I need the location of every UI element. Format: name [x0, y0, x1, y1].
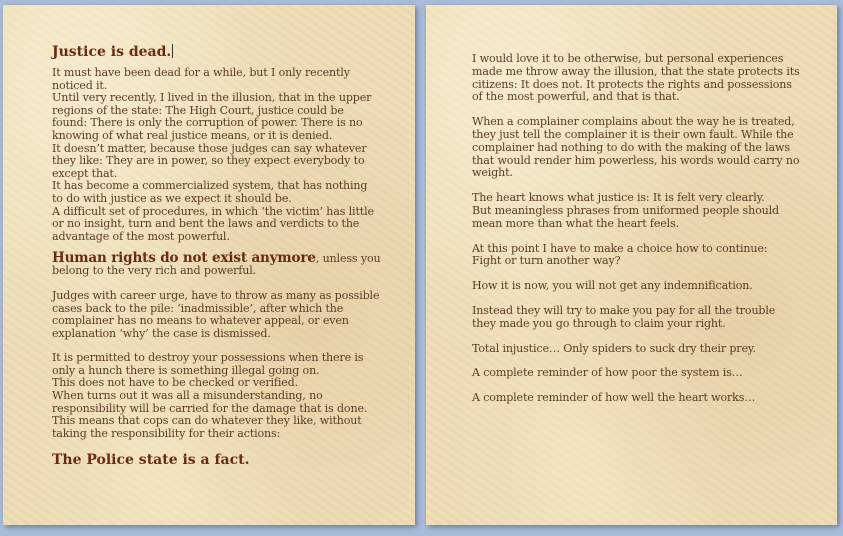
- text-line: When turns out it was all a misunderstanding, no: [52, 389, 323, 403]
- page-right-text: [472, 53, 807, 405]
- text-line: Total injustice… Only spiders to suck dry their prey.: [472, 341, 756, 355]
- text-line: This means that cops can do whatever they like, without: [52, 414, 362, 428]
- text-line: weight.: [472, 166, 513, 180]
- text-line: regions of the state: The High Court, justice could be: [52, 103, 344, 117]
- text-line: But meaningless phrases from uniformed people should: [472, 203, 779, 217]
- document-page-right: [426, 5, 837, 525]
- right-paragraph: [472, 53, 807, 104]
- text-line: It doesn’t matter, because those judges can say whatever: [52, 141, 367, 155]
- text-line: A complete reminder of how well the heart works…: [472, 391, 756, 405]
- text-line: they like: They are in power, so they expect everybody to: [52, 154, 365, 168]
- text-line: Instead they will try to make you pay for all the trouble: [472, 303, 776, 317]
- text-line: of the most powerful, and that is that.: [472, 90, 680, 104]
- text-line: only a hunch there is something illegal going on.: [52, 363, 320, 377]
- text-line: A complete reminder of how poor the system is…: [472, 366, 743, 380]
- right-paragraph: [472, 343, 807, 356]
- intro-paragraph: [52, 67, 382, 243]
- text-line: It has become a commercialized system, that has nothing: [52, 179, 368, 193]
- text-line: or no insight, turn and bent the laws and verdicts to the: [52, 217, 360, 231]
- police-state-heading: The Police state is a fact.: [52, 452, 250, 469]
- text-line: explanation ‘why’ the case is dismissed.: [52, 326, 271, 340]
- human-rights-heading: Human rights do not exist anymore: [52, 250, 316, 267]
- human-rights-line-2: belong to the very rich and powerful.: [52, 264, 256, 278]
- text-line: knowing of what real justice means, or it is denied.: [52, 128, 333, 142]
- heading-justice-is-dead: Justice is dead.: [52, 44, 172, 60]
- right-paragraph: [472, 116, 807, 180]
- text-line: It must have been dead for a while, but I only recently: [52, 66, 350, 79]
- text-line: made me throw away the illusion, that the state protects its: [472, 64, 800, 78]
- text-line: At this point I have to make a choice how to continue:: [472, 241, 768, 255]
- text-line: complainer had nothing to do with the making of the laws: [472, 140, 790, 154]
- text-line: Fight or turn another way?: [472, 254, 621, 268]
- text-line: When a complainer complains about the way he is treated,: [472, 115, 795, 129]
- page-left-text: [52, 43, 382, 469]
- right-paragraph: [472, 192, 807, 230]
- document-page-left: [3, 5, 415, 525]
- text-line: This does not have to be checked or verified.: [52, 376, 299, 390]
- text-line: noticed it.: [52, 78, 108, 92]
- text-line: that would render him powerless, his words would carry no: [472, 153, 800, 167]
- text-line: responsibility will be carried for the damage that is done.: [52, 401, 368, 415]
- text-line: complainer has no means to whatever appeal, or even: [52, 314, 349, 328]
- judges-paragraph: [52, 290, 382, 340]
- text-line: I would love it to be otherwise, but personal experiences: [472, 52, 784, 65]
- right-paragraph: [472, 367, 807, 380]
- right-paragraph: [472, 280, 807, 293]
- text-cursor: [172, 44, 173, 58]
- text-line: taking the responsibility for their actions:: [52, 426, 281, 440]
- text-line: cases back to the pile: ‘inadmissible’, after which the: [52, 301, 344, 315]
- text-line: How it is now, you will not get any indemnification.: [472, 279, 753, 293]
- right-paragraph: [472, 305, 807, 331]
- right-paragraph: [472, 392, 807, 405]
- text-line: they made you go through to claim your right.: [472, 316, 726, 330]
- text-line: A difficult set of procedures, in which ‘the victim’ has little: [52, 204, 374, 218]
- text-line: they just tell the complainer it is their own fault. While the: [472, 127, 794, 141]
- human-rights-paragraph: Human rights do not exist anymore, unless you: [52, 250, 381, 267]
- text-line: Until very recently, I lived in the illusion, that in the upper: [52, 91, 372, 105]
- text-line: mean more than what the heart feels.: [472, 216, 680, 230]
- permitted-paragraph: [52, 352, 382, 440]
- text-line: found: There is only the corruption of power. There is no: [52, 116, 363, 130]
- text-line: The heart knows what justice is: It is felt very clearly.: [472, 191, 765, 205]
- text-line: except that.: [52, 166, 118, 180]
- right-paragraph: [472, 243, 807, 269]
- text-line: advantage of the most powerful.: [52, 229, 230, 243]
- text-line: citizens: It does not. It protects the rights and possessions: [472, 77, 792, 91]
- text-line: It is permitted to destroy your possessions when there is: [52, 351, 364, 365]
- text-line: Judges with career urge, have to throw as many as possible: [52, 288, 380, 302]
- text-line: to do with justice as we expect it should be.: [52, 191, 292, 205]
